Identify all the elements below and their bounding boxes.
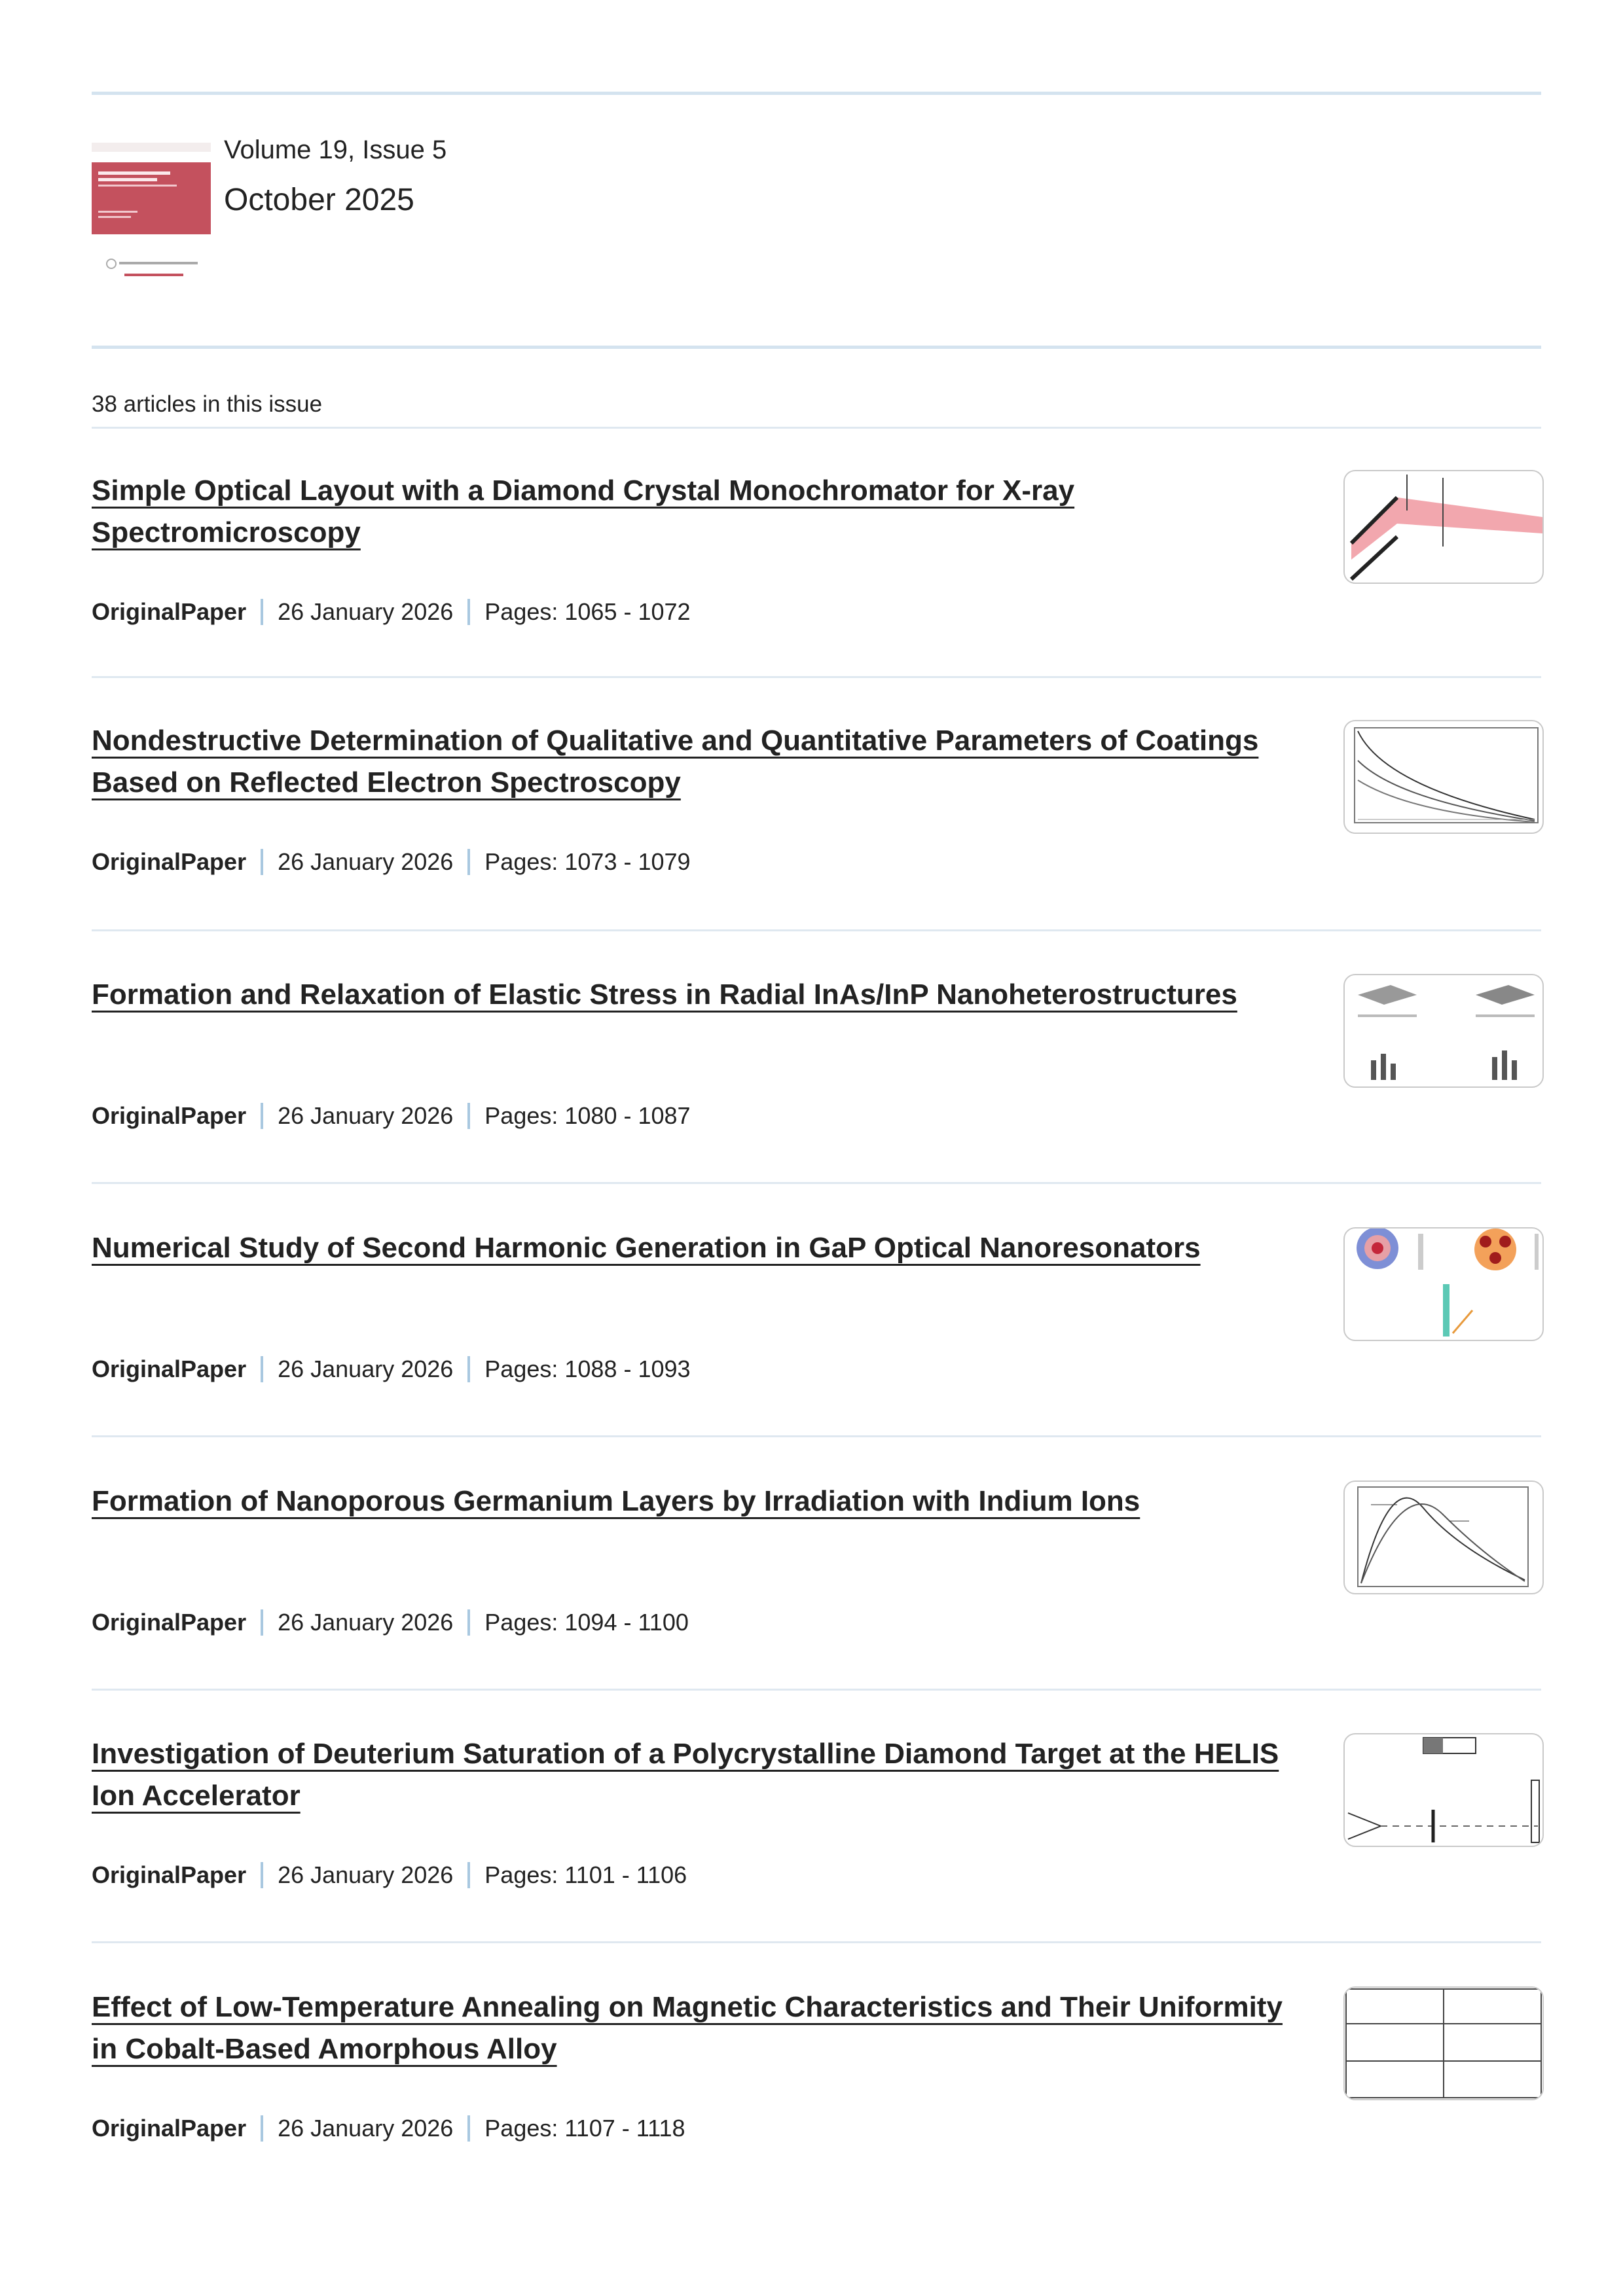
article-thumbnail[interactable]	[1343, 720, 1544, 834]
article-item	[0, 470, 1623, 724]
meta-separator	[261, 1356, 263, 1382]
meta-separator	[467, 1609, 470, 1636]
article-title[interactable]: Nondestructive Determination of Qualitative and Quantitative Parameters of Coatings Based on Reflected Electron Spectroscopy	[92, 725, 1259, 798]
meta-separator	[261, 849, 263, 875]
published-date: 26 January 2026	[278, 1861, 454, 1888]
published-date: 26 January 2026	[278, 1355, 454, 1382]
journal-cover-image[interactable]	[92, 143, 211, 293]
published-date: 26 January 2026	[278, 2115, 454, 2142]
article-divider	[92, 1182, 1541, 1184]
issue-volume: Volume 19, Issue 5	[224, 135, 447, 164]
article-title[interactable]: Formation and Relaxation of Elastic Stress in Radial InAs/InP Nanoheterostructures	[92, 978, 1237, 1011]
article-type: OriginalPaper	[92, 598, 247, 625]
article-divider	[92, 1941, 1541, 1943]
meta-separator	[467, 1862, 470, 1888]
article-meta	[92, 598, 691, 626]
meta-separator	[467, 599, 470, 625]
article-divider	[92, 929, 1541, 931]
meta-separator	[261, 1103, 263, 1129]
page-range: Pages: 1080 - 1087	[484, 1102, 691, 1129]
article-item	[0, 1480, 1623, 1734]
article-thumbnail[interactable]	[1343, 470, 1544, 584]
article-type: OriginalPaper	[92, 2115, 247, 2142]
meta-separator	[261, 2115, 263, 2142]
article-thumbnail[interactable]	[1343, 1227, 1544, 1341]
page-range: Pages: 1107 - 1118	[484, 2115, 685, 2142]
meta-separator	[261, 1862, 263, 1888]
page-range: Pages: 1073 - 1079	[484, 848, 691, 875]
article-thumbnail[interactable]	[1343, 1480, 1544, 1594]
article-item	[0, 974, 1623, 1228]
article-title[interactable]: Investigation of Deuterium Saturation of a Polycrystalline Diamond Target at the HELIS Ion Accelerator	[92, 1738, 1279, 1812]
article-thumbnail[interactable]	[1343, 974, 1544, 1088]
article-thumbnail[interactable]	[1343, 1733, 1544, 1847]
page-range: Pages: 1101 - 1106	[484, 1861, 687, 1888]
published-date: 26 January 2026	[278, 848, 454, 875]
article-meta	[92, 1609, 689, 1636]
article-type: OriginalPaper	[92, 1609, 247, 1636]
top-divider	[92, 92, 1541, 95]
article-meta	[92, 848, 691, 876]
issue-divider	[92, 346, 1541, 349]
article-item	[0, 1733, 1623, 1987]
article-thumbnail[interactable]	[1343, 1986, 1544, 2100]
article-meta	[92, 1355, 691, 1383]
meta-separator	[261, 1609, 263, 1636]
article-count: 38 articles in this issue	[92, 391, 323, 417]
article-type: OriginalPaper	[92, 1102, 247, 1129]
meta-separator	[467, 1356, 470, 1382]
article-item	[0, 1227, 1623, 1481]
article-type: OriginalPaper	[92, 848, 247, 875]
page-range: Pages: 1088 - 1093	[484, 1355, 691, 1382]
article-type: OriginalPaper	[92, 1861, 247, 1888]
article-title[interactable]: Numerical Study of Second Harmonic Generation in GaP Optical Nanoresonators	[92, 1232, 1201, 1264]
article-title[interactable]: Simple Optical Layout with a Diamond Crystal Monochromator for X-ray Spectromicroscopy	[92, 475, 1075, 548]
article-type: OriginalPaper	[92, 1355, 247, 1382]
published-date: 26 January 2026	[278, 598, 454, 625]
meta-separator	[467, 1103, 470, 1129]
article-item	[0, 720, 1623, 974]
article-title[interactable]: Effect of Low-Temperature Annealing on Magnetic Characteristics and Their Uniformity in Cobalt-Based Amorphous Alloy	[92, 1991, 1283, 2065]
meta-separator	[467, 849, 470, 875]
article-meta	[92, 1102, 691, 1130]
article-divider	[92, 1435, 1541, 1437]
list-divider	[92, 427, 1541, 429]
page-range: Pages: 1094 - 1100	[484, 1609, 689, 1636]
article-item	[0, 1986, 1623, 2240]
published-date: 26 January 2026	[278, 1609, 454, 1636]
published-date: 26 January 2026	[278, 1102, 454, 1129]
issue-date: October 2025	[224, 183, 414, 217]
article-divider	[92, 1689, 1541, 1691]
meta-separator	[467, 2115, 470, 2142]
article-title[interactable]: Formation of Nanoporous Germanium Layers by Irradiation with Indium Ions	[92, 1485, 1140, 1517]
article-divider	[92, 676, 1541, 678]
page-range: Pages: 1065 - 1072	[484, 598, 691, 625]
article-meta	[92, 2115, 685, 2142]
meta-separator	[261, 599, 263, 625]
article-meta	[92, 1861, 687, 1889]
